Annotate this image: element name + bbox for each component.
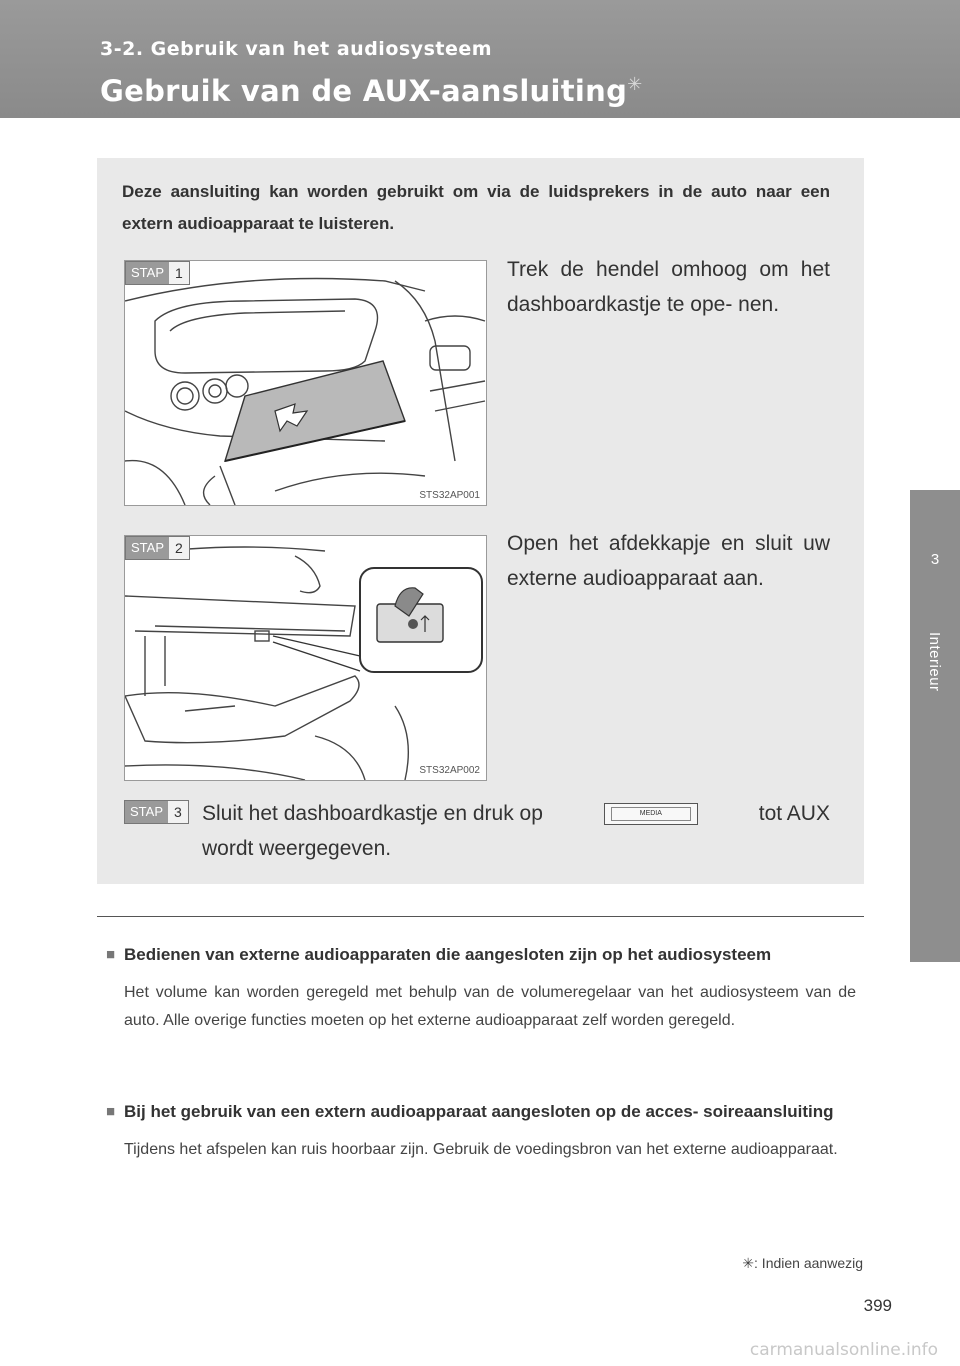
note-body: Tijdens het afspelen kan ruis hoorbaar zijn. Gebruik de voedingsbron van het externe audioapparaat. [124,1141,838,1158]
footnote-text: : Indien aanwezig [754,1255,863,1271]
watermark: carmanualsonline.info [749,1340,938,1360]
footnote-mark: ✳ [742,1255,755,1271]
step-word: STAP [126,262,169,284]
step-3-line-2: wordt weergegeven. [202,837,392,860]
step-3-text-before: Sluit het dashboardkastje en druk op [202,802,543,825]
step-1-illustration [124,260,487,506]
chapter-label: Interieur [926,632,943,692]
step-2-text: Open het afdekkapje en sluit uw externe audioapparaat aan. [507,532,830,590]
chapter-number: 3 [930,551,940,568]
glovebox-lever-drawing [125,261,486,505]
step-number: 1 [169,262,189,284]
step-1-badge [125,261,190,285]
note-heading: ■ Bedienen van externe audioapparaten die aangesloten zijn op het audiosysteem [106,941,856,969]
page-title-text: Gebruik van de AUX-aansluiting [100,74,628,108]
step-3-text-after: tot AUX [758,802,830,825]
media-button-icon [604,803,698,825]
step-number: 3 [168,801,188,823]
step-3-line-1 [202,796,830,831]
instruction-panel [97,158,864,884]
step-number: 2 [169,537,189,559]
footnote [742,1255,863,1272]
media-button-label: MEDIA [639,809,662,817]
note-body: Het volume kan worden geregeld met behulp van de volumeregelaar van het audiosysteem van de auto. Alle overige functies moeten op het externe audioapparaat zelf worden geregeld. [124,984,856,1029]
note-heading: ■ Bij het gebruik van een extern audioapparaat aangesloten op de acces- soireaansluiting [106,1098,856,1126]
page-title [100,74,643,108]
section-label: 3-2. Gebruik van het audiosysteem [100,38,493,60]
step-1-text: Trek de hendel omhoog om het dashboardkastje te ope- nen. [507,258,830,316]
page-number: 399 [863,1296,892,1315]
step-2-badge [125,536,190,560]
figure-code: STS32AP002 [419,765,480,776]
title-asterisk-mark: ✳ [627,74,643,95]
note-external-audio-control [106,941,856,1035]
chapter-side-tab [910,490,960,962]
step-3-badge [124,800,189,824]
step-2-illustration [124,535,487,781]
step-word: STAP [125,801,168,823]
figure-code: STS32AP001 [419,490,480,501]
intro-text: Deze aansluiting kan worden gebruikt om via de luidsprekers in de auto naar een extern audioapparaat te luisteren. [122,182,830,233]
note-accessory-socket [106,1098,856,1164]
section-divider [97,916,864,917]
page-header [0,0,960,118]
aux-jack-drawing [125,536,486,780]
step-word: STAP [126,537,169,559]
